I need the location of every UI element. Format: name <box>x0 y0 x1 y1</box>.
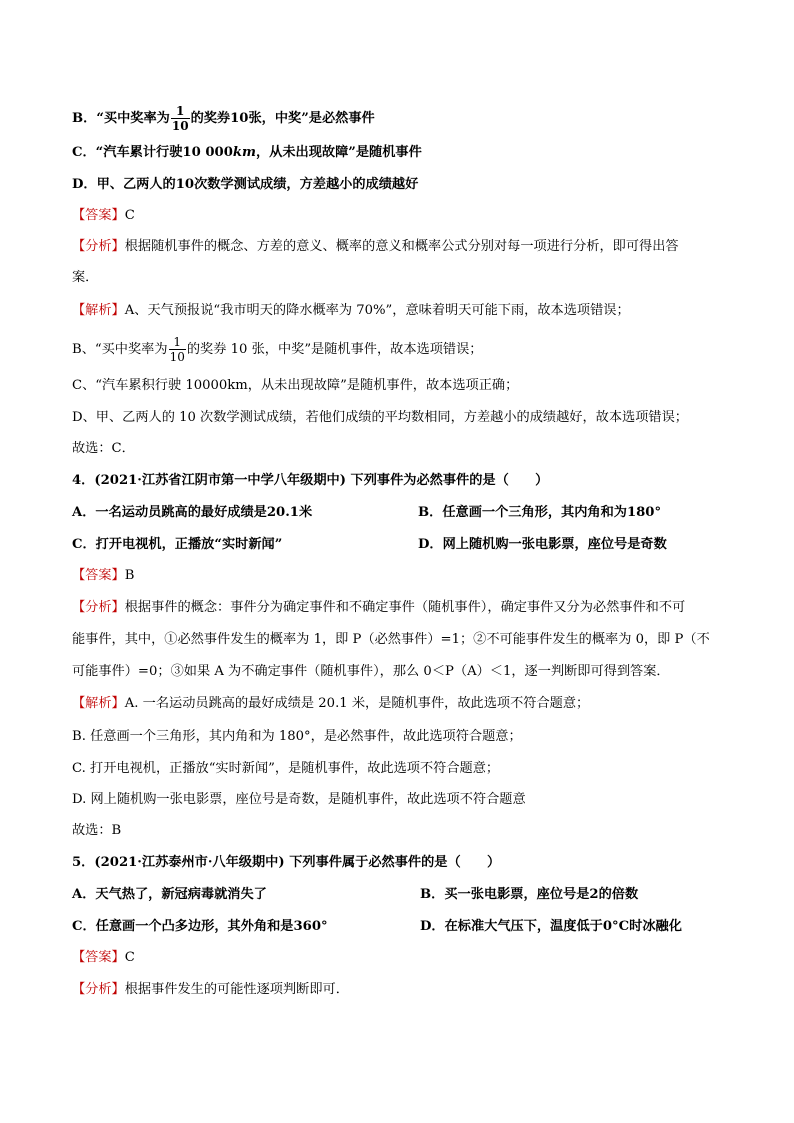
q5-option-c: C．任意画一个凸多边形，其外角和是360° <box>72 919 328 934</box>
option-c-unit: km <box>232 145 256 160</box>
q3-solution-b <box>72 335 483 364</box>
q3-answer <box>72 206 135 226</box>
q4-option-a: A．一名运动员跳高的最好成绩是20.1米 <box>72 505 313 520</box>
q5-analysis <box>72 980 349 1000</box>
q3-option-c <box>72 143 422 163</box>
analysis-text: 根据随机事件的概念、方差的意义、概率的意义和概率公式分别对每一项进行分析，即可得出答 <box>124 239 679 254</box>
answer-value: C <box>124 950 135 965</box>
q4-option-b: B．任意画一个三角形，其内角和为180° <box>418 505 662 520</box>
q5-options-row-1 <box>72 885 639 905</box>
solution-b-prefix: B、“买中奖率为 <box>72 342 168 357</box>
q4-options-row-2 <box>72 535 667 555</box>
analysis-label: 【分析】 <box>72 600 125 615</box>
q4-solution-a <box>72 694 589 714</box>
q3-solution-d: D、甲、乙两人的 10 次数学测试成绩，若他们成绩的平均数相同，方差越小的成绩越好，故本选项错误； <box>72 410 688 425</box>
q5-option-d: D．在标准大气压下，温度低于0°C时冰融化 <box>420 919 682 934</box>
q3-analysis-line-1 <box>72 237 679 257</box>
solution-label: 【解析】 <box>72 303 125 318</box>
option-b-text-suffix: 的奖券10张，中奖”是必然事件 <box>190 111 375 126</box>
q4-answer <box>72 566 134 586</box>
q5-option-b: B．买一张电影票，座位号是2的倍数 <box>420 887 639 902</box>
analysis-label: 【分析】 <box>72 239 125 254</box>
q4-solution-d: D. 网上随机购一张电影票，座位号是奇数，是随机事件，故此选项不符合题意 <box>72 792 526 807</box>
answer-value: B <box>124 568 135 583</box>
q3-analysis-line-2: 案． <box>72 270 99 285</box>
q4-stem: 4．(2021·江苏省江阴市第一中学八年级期中) 下列事件为必然事件的是（ ） <box>72 473 549 488</box>
q4-option-d: D．网上随机购一张电影票，座位号是奇数 <box>418 537 667 552</box>
q3-option-b <box>72 104 375 133</box>
q3-solution-c: C、“汽车累积行驶 10000km，从未出现故障”是随机事件，故本选项正确； <box>72 378 519 393</box>
answer-label: 【答案】 <box>72 208 125 223</box>
fraction <box>169 335 186 364</box>
fraction-numerator: 1 <box>171 104 190 119</box>
fraction-denominator: 10 <box>171 119 189 133</box>
q5-stem: 5．(2021·江苏泰州市·八年级期中) 下列事件属于必然事件的是（ ） <box>72 855 501 870</box>
option-c-text-prefix: C．“汽车累计行驶10 000 <box>72 145 233 160</box>
q4-solution-b: B. 任意画一个三角形，其内角和为 180°，是必然事件，故此选项符合题意； <box>72 729 522 744</box>
option-b-text-prefix: B．“买中奖率为 <box>72 111 170 126</box>
answer-label: 【答案】 <box>72 950 125 965</box>
solution-text: A. 一名运动员跳高的最好成绩是 20.1 米，是随机事件，故此选项不符合题意； <box>124 696 590 711</box>
solution-b-suffix: 的奖券 10 张，中奖”是随机事件，故本选项错误； <box>186 342 483 357</box>
option-c-text-suffix: ，从未出现故障”是随机事件 <box>255 145 422 160</box>
q4-analysis-line-2: 能事件，其中，①必然事件发生的概率为 1，即 P（必然事件）=1；②不可能事件发生的概率为 0，即 P（不 <box>72 632 710 647</box>
q5-answer <box>72 948 135 968</box>
q3-solution-a <box>72 301 630 321</box>
fraction-numerator: 1 <box>169 335 186 350</box>
answer-value: C <box>124 208 135 223</box>
answer-label: 【答案】 <box>72 568 125 583</box>
analysis-label: 【分析】 <box>72 982 125 997</box>
q4-options-row-1 <box>72 503 662 523</box>
q4-analysis-line-3: 可能事件）=0；③如果 A 为不确定事件（随机事件），那么 0＜P（A）＜1，逐一判断即可得到答案． <box>72 664 670 679</box>
q3-option-d: D．甲、乙两人的10次数学测试成绩，方差越小的成绩越好 <box>72 177 419 192</box>
solution-label: 【解析】 <box>72 696 125 711</box>
q5-options-row-2 <box>72 917 682 937</box>
q3-choose: 故选：C． <box>72 441 135 456</box>
q4-analysis-line-1 <box>72 598 685 618</box>
analysis-text: 根据事件的概念：事件分为确定事件和不确定事件（随机事件），确定事件又分为必然事件和不可 <box>124 600 686 615</box>
fraction <box>171 104 190 133</box>
q4-option-c: C．打开电视机，正播放“实时新闻” <box>72 537 283 552</box>
fraction-denominator: 10 <box>169 350 185 364</box>
solution-text: A、天气预报说“我市明天的降水概率为 70%”，意味着明天可能下雨，故本选项错误； <box>124 303 630 318</box>
analysis-text: 根据事件发生的可能性逐项判断即可． <box>124 982 349 997</box>
q4-choose: 故选：B <box>72 823 122 838</box>
q4-solution-c: C. 打开电视机，正播放“实时新闻”，是随机事件，故此选项不符合题意； <box>72 761 500 776</box>
q5-option-a: A．天气热了，新冠病毒就消失了 <box>72 887 267 902</box>
